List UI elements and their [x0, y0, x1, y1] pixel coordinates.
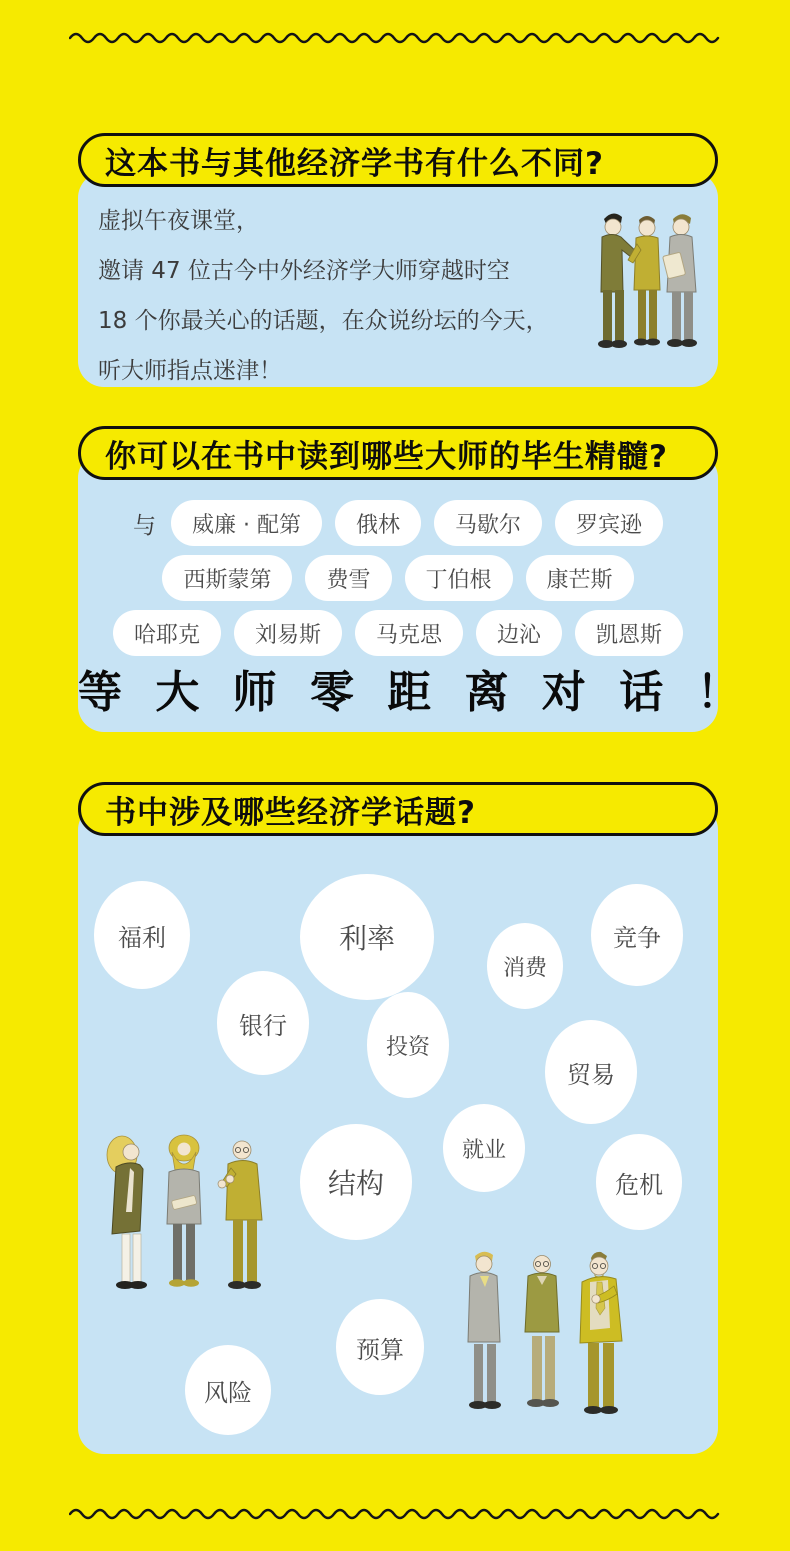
economist-figure [468, 1252, 501, 1409]
economist-figure [598, 213, 640, 348]
classic-economists-illustration [92, 1122, 282, 1307]
master-pill-fisher: 费雪 [305, 555, 391, 601]
master-pill-commons: 康芒斯 [526, 555, 634, 601]
economist-figure-bald [218, 1141, 262, 1289]
intro-line: 邀请 47 位古今中外经济学大师穿越时空 [98, 258, 510, 284]
master-name-row [78, 555, 718, 601]
master-pill-hayek: 哈耶克 [113, 610, 221, 656]
economist-figure [628, 216, 660, 346]
topic-bubble-crisis: 危机 [596, 1134, 682, 1230]
master-name-row [78, 610, 718, 656]
topic-bubble-competition: 竞争 [591, 884, 683, 986]
masters-dialogue-slogan: 等 大 师 零 距 离 对 话 ！ [78, 667, 750, 718]
topic-bubble-budget: 预算 [336, 1299, 424, 1395]
master-pill-william-petty: 威廉 · 配第 [171, 500, 322, 546]
section-2-title: 你可以在书中读到哪些大师的毕生精髓? [105, 438, 668, 475]
bottom-wave-divider [69, 1504, 721, 1524]
economists-discussing-illustration [575, 204, 710, 369]
topic-bubble-trade: 贸易 [545, 1020, 637, 1124]
master-pill-tinbergen: 丁伯根 [405, 555, 513, 601]
section-1-title: 这本书与其他经济学书有什么不同? [105, 145, 604, 182]
topic-bubble-employment: 就业 [443, 1104, 525, 1192]
topic-bubble-bank: 银行 [217, 971, 309, 1075]
section-3-title: 书中涉及哪些经济学话题? [105, 794, 476, 831]
modern-economists-illustration [444, 1242, 634, 1430]
topic-bubble-structure: 结构 [300, 1124, 412, 1240]
topic-bubble-consumption: 消费 [487, 923, 563, 1009]
master-pill-keynes: 凯恩斯 [575, 610, 683, 656]
topic-bubble-investment: 投资 [367, 992, 449, 1098]
topic-bubble-welfare: 福利 [94, 881, 190, 989]
master-pill-marshall: 马歇尔 [434, 500, 542, 546]
topic-bubble-risk: 风险 [185, 1345, 271, 1435]
economist-figure-wig [107, 1136, 147, 1289]
master-pill-marx: 马克思 [355, 610, 463, 656]
section-2-title-pill [78, 426, 718, 480]
intro-line: 虚拟午夜课堂， [98, 208, 259, 234]
intro-line: 18 个你最关心的话题，在众说纷坛的今天， [98, 308, 549, 334]
section-2-card [78, 452, 750, 732]
section-1-card [78, 172, 718, 387]
intro-text [98, 196, 578, 396]
master-pill-lewis: 刘易斯 [234, 610, 342, 656]
top-wave-divider [69, 28, 721, 48]
master-pill-sismondi: 西斯蒙第 [162, 555, 292, 601]
economist-figure [663, 214, 697, 347]
topic-bubble-interest-rate: 利率 [300, 874, 434, 1000]
master-name-row [78, 500, 718, 546]
economist-figure [525, 1256, 559, 1408]
master-pill-robinson: 罗宾逊 [555, 500, 663, 546]
economist-figure [580, 1252, 622, 1414]
economist-figure-marx [167, 1135, 201, 1287]
with-label: 与 [132, 512, 156, 539]
section-1-title-pill [78, 133, 718, 187]
section-3-title-pill [78, 782, 718, 836]
section-3-card [78, 804, 718, 1454]
master-pill-ohlin: 俄林 [335, 500, 421, 546]
intro-line: 听大师指点迷津！ [98, 358, 282, 384]
master-pill-bentham: 边沁 [476, 610, 562, 656]
